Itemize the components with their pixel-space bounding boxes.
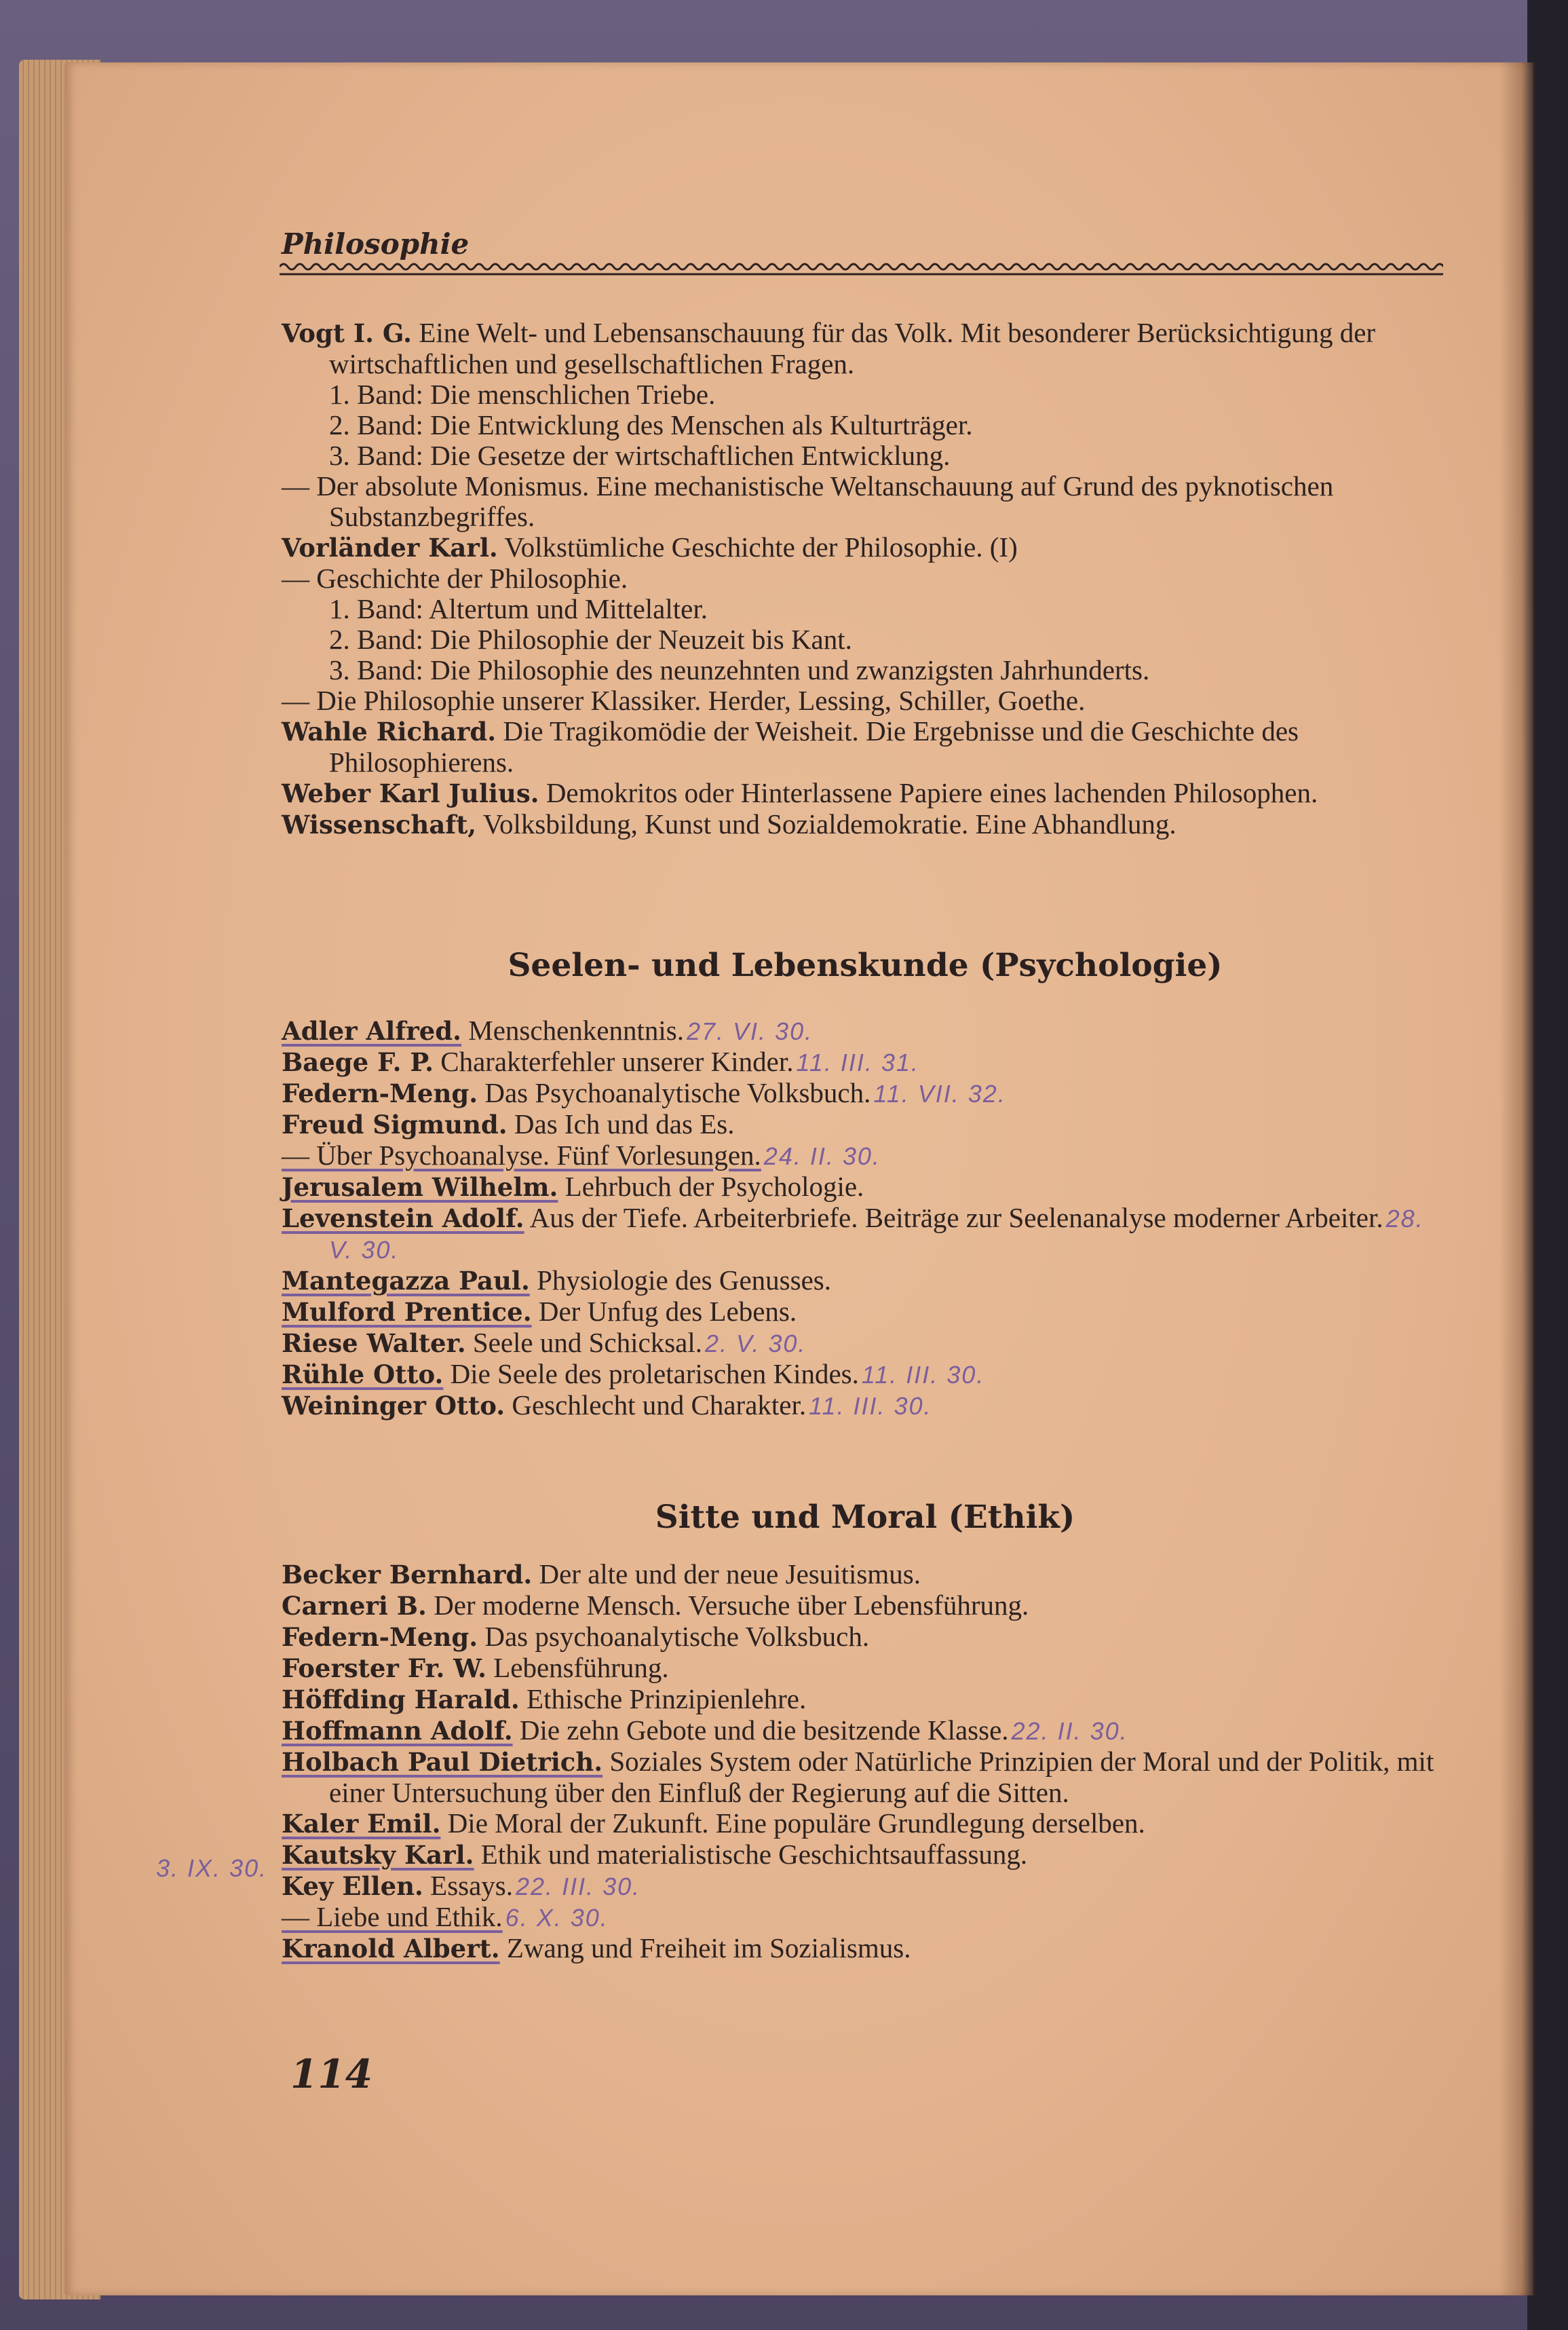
pencil-note: 11. III. 31. <box>796 1049 919 1076</box>
pencil-note: 28. V. 30. <box>329 1205 1424 1264</box>
entry: Freud Sigmund. Das Ich und das Es. <box>282 1108 735 1140</box>
pencil-note: 11. III. 30. <box>861 1361 985 1389</box>
pencil-note: 6. X. 30. <box>505 1904 609 1932</box>
pencil-note: 11. III. 30. <box>809 1392 932 1420</box>
entry: Hoffmann Adolf. Die zehn Gebote und die besitzende Klasse. 22. II. 30. <box>282 1714 1128 1746</box>
entry: — Über Psychoanalyse. Fünf Vorlesungen. 24. II. 30. <box>282 1140 881 1171</box>
entry: Weininger Otto. Geschlecht und Charakter. 11. III. 30. <box>282 1389 932 1421</box>
entry: Wahle Richard. Die Tragikomödie der Weisheit. Die Ergebnisse und die Geschichte des Philosophierens. <box>282 715 1299 778</box>
pencil-note: 11. VII. 32. <box>873 1080 1006 1108</box>
volume-item: 3. Band: Die Philosophie des neunzehnten und zwanzigsten Jahrhunderts. <box>329 654 1150 685</box>
entry: Mulford Prentice. Der Unfug des Lebens. <box>282 1296 797 1327</box>
pencil-note: 22. II. 30. <box>1011 1717 1128 1745</box>
entry: Federn-Meng. Das Psychoanalytische Volksbuch. 11. VII. 32. <box>282 1077 1006 1108</box>
pencil-note: 22. III. 30. <box>516 1873 641 1900</box>
entry: Key Ellen. Essays. 22. III. 30. <box>282 1870 641 1901</box>
entry: Holbach Paul Dietrich. Soziales System oder Natürliche Prinzipien der Moral und der Politik, mit einer Untersuchung über den Einfluß der Regierung auf die Sitten. <box>282 1746 1434 1808</box>
entry: Foerster Fr. W. Lebensführung. <box>282 1652 669 1683</box>
page-number: 114 <box>290 2051 373 2097</box>
section-title-ethics: Sitte und Moral (Ethik) <box>655 1499 1075 1536</box>
entry: Becker Bernhard. Der alte und der neue Jesuitismus. <box>282 1558 921 1590</box>
wavy-rule <box>280 261 1443 278</box>
entry: Carneri B. Der moderne Mensch. Versuche über Lebensführung. <box>282 1590 1029 1621</box>
entry: Levenstein Adolf. Aus der Tiefe. Arbeiterbriefe. Beiträge zur Seelenanalyse moderner Arbeiter. 28. V. 30. <box>282 1202 1424 1264</box>
running-head: Philosophie <box>282 227 470 261</box>
entry: — Geschichte der Philosophie. <box>282 563 628 594</box>
entry: Adler Alfred. Menschenkenntnis. 27. VI. 30. <box>282 1015 814 1046</box>
entry: Federn-Meng. Das psychoanalytische Volksbuch. <box>282 1621 870 1652</box>
section-title-psychology: Seelen- und Lebenskunde (Psychologie) <box>508 947 1223 984</box>
volume-item: 1. Band: Altertum und Mittelalter. <box>329 593 708 624</box>
page-gutter <box>1499 62 1537 2295</box>
psychology-list <box>282 1015 1449 1421</box>
entry: — Der absolute Monismus. Eine mechanistische Weltanschauung auf Grund des pyknotischen Substanzbegriffes. <box>282 470 1334 532</box>
volume-item: 1. Band: Die menschlichen Triebe. <box>329 379 716 410</box>
entry: Mantegazza Paul. Physiologie des Genusses. <box>282 1264 831 1296</box>
entry: Riese Walter. Seele und Schicksal. 2. V. 30. <box>282 1327 807 1358</box>
entry: Vogt I. G. Eine Welt- und Lebensanschauung für das Volk. Mit besonderer Berücksichtigung der wirtschaftlichen und gesellschaftlichen Fragen. <box>282 317 1376 379</box>
ethics-list <box>282 1559 1449 1964</box>
entry: Wissenschaft, Volksbildung, Kunst und Sozialdemokratie. Eine Abhandlung. <box>282 808 1177 840</box>
pencil-note: 2. V. 30. <box>705 1330 807 1357</box>
entry: Weber Karl Julius. Demokritos oder Hinterlassene Papiere eines lachenden Philosophen. <box>282 777 1318 808</box>
entry: Vorländer Karl. Volkstümliche Geschichte der Philosophie. (I) <box>282 531 1018 563</box>
pencil-note: 24. II. 30. <box>763 1142 881 1170</box>
volume-item: 2. Band: Die Entwicklung des Menschen als Kulturträger. <box>329 409 973 440</box>
entry: Jerusalem Wilhelm. Lehrbuch der Psychologie. <box>282 1171 864 1202</box>
volume-item: 3. Band: Die Gesetze der wirtschaftlichen Entwicklung. <box>329 440 951 471</box>
entry: Kautsky Karl. Ethik und materialistische Geschichtsauffassung. <box>282 1839 1028 1870</box>
volume-item: 2. Band: Die Philosophie der Neuzeit bis Kant. <box>329 624 852 655</box>
entry: — Die Philosophie unserer Klassiker. Herder, Lessing, Schiller, Goethe. <box>282 685 1086 716</box>
entry: Kranold Albert. Zwang und Freiheit im Sozialismus. <box>282 1932 911 1963</box>
entry: Kaler Emil. Die Moral der Zukunft. Eine populäre Grundlegung derselben. <box>282 1807 1145 1839</box>
entry: Höffding Harald. Ethische Prinzipienlehre. <box>282 1683 807 1714</box>
pencil-margin-note: 3. IX. 30. <box>156 1854 268 1882</box>
entry: Rühle Otto. Die Seele des proletarischen Kindes. 11. III. 30. <box>282 1358 985 1389</box>
pencil-note: 27. VI. 30. <box>686 1017 814 1045</box>
entry: — Liebe und Ethik. 6. X. 30. <box>282 1901 609 1932</box>
philosophy-list <box>282 318 1449 840</box>
entry: Baege F. P. Charakterfehler unserer Kinder. 11. III. 31. <box>282 1046 919 1077</box>
